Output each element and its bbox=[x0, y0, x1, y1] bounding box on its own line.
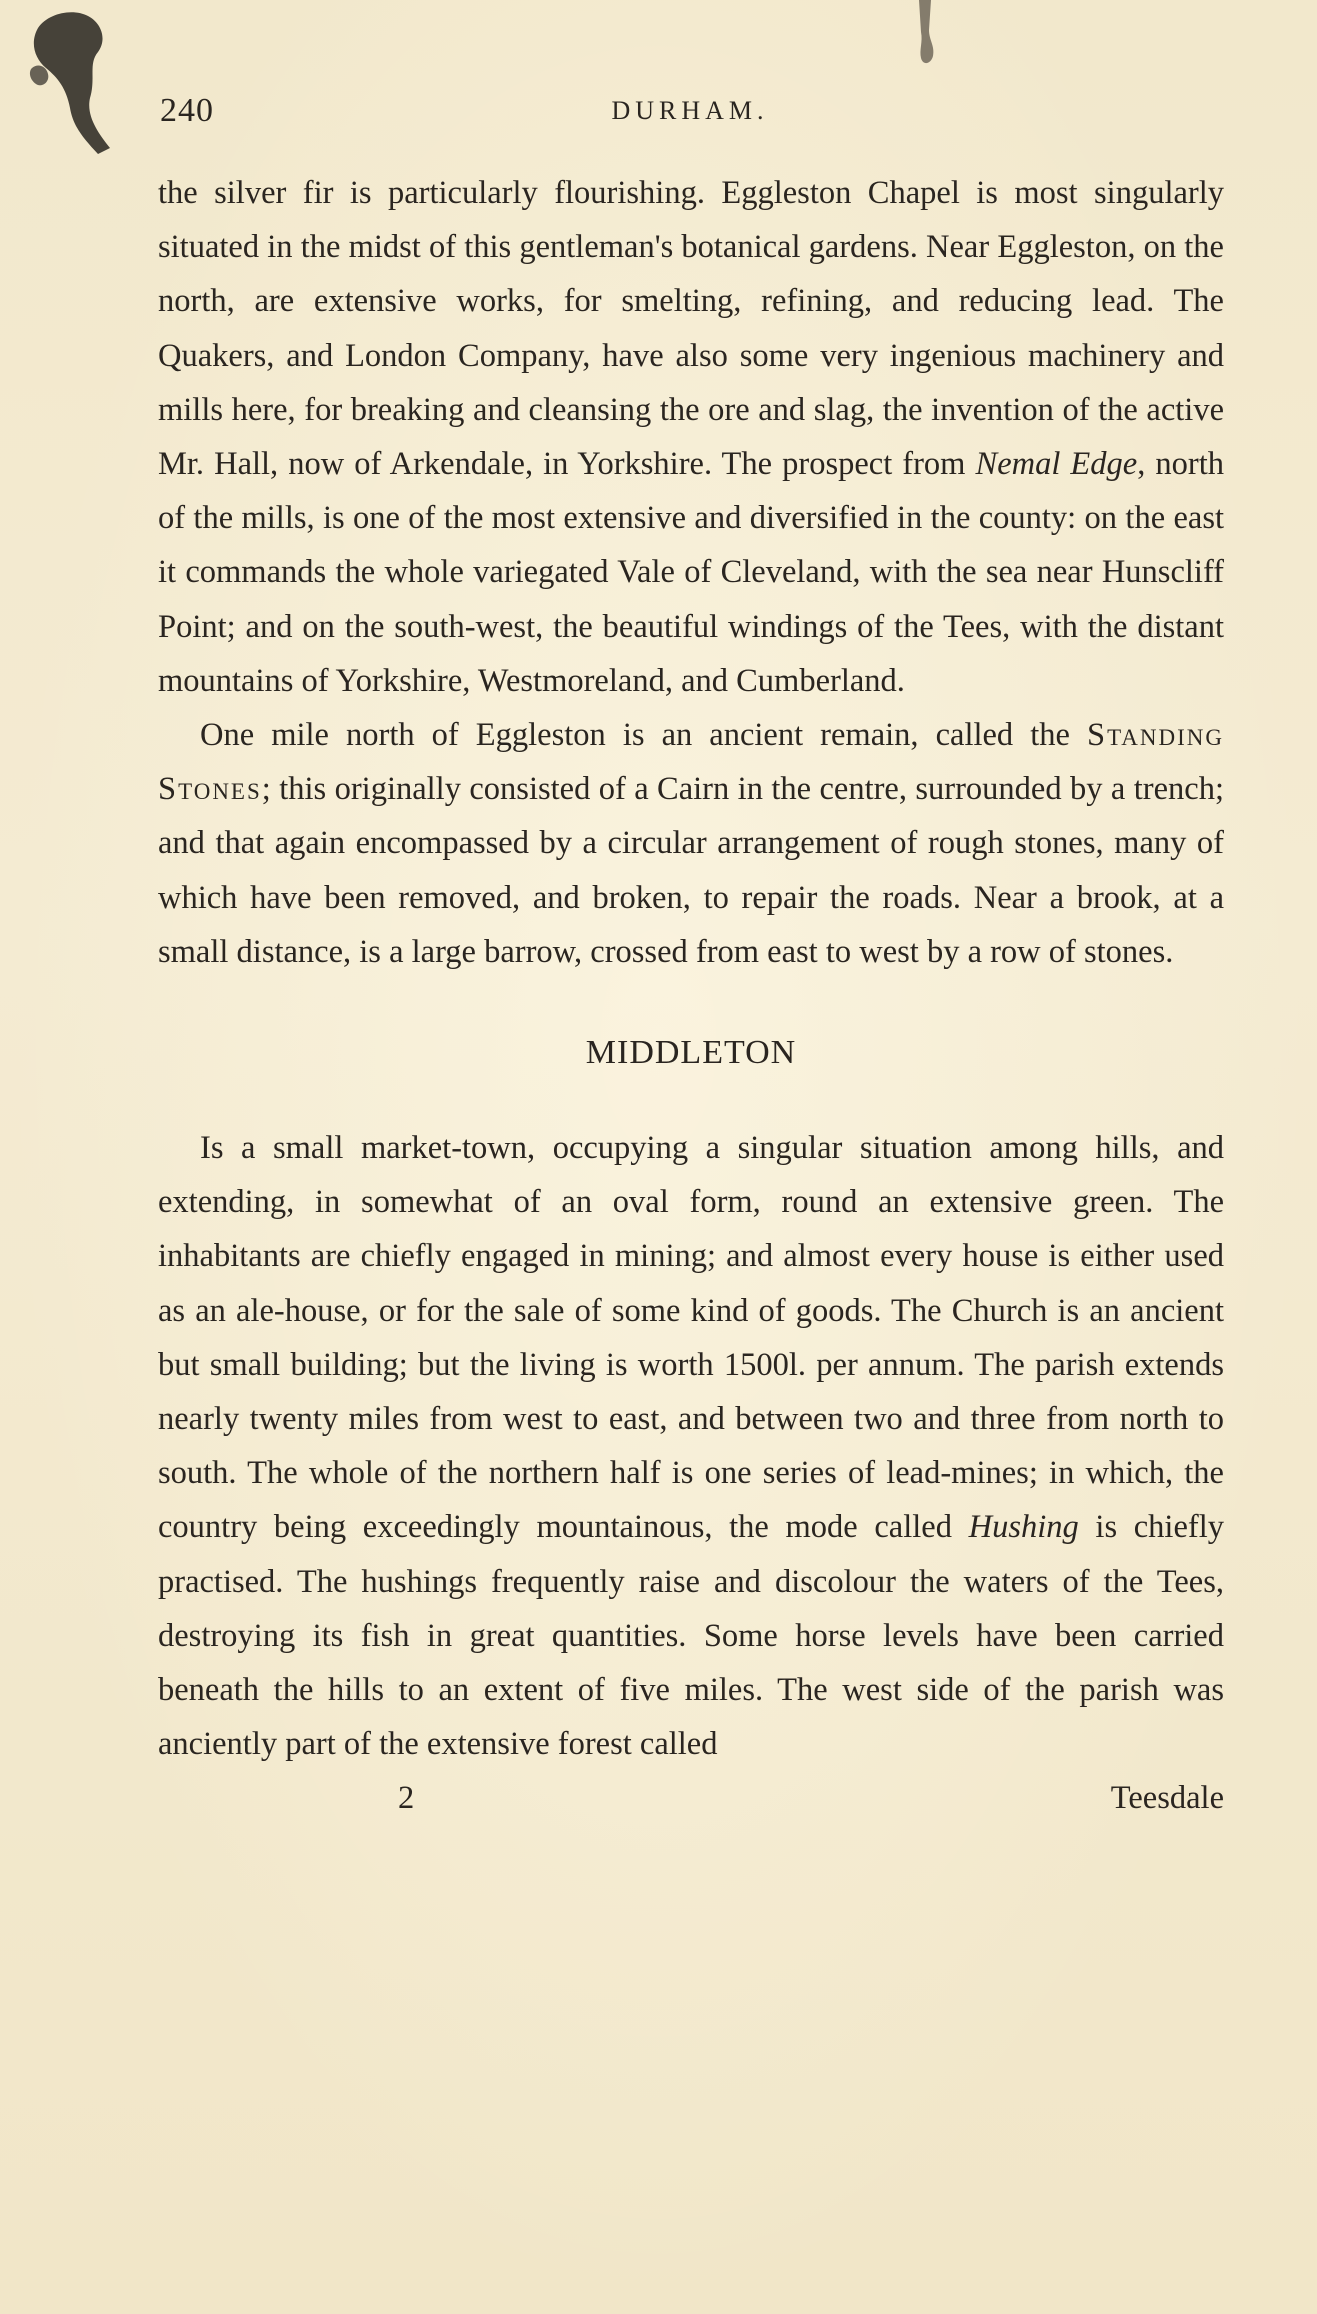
paragraph-eggleston bbox=[158, 166, 1224, 708]
ink-blot-decoration bbox=[28, 8, 118, 158]
paragraph-middleton bbox=[158, 1121, 1224, 1771]
catchword: Teesdale bbox=[1110, 1780, 1224, 1817]
running-head bbox=[160, 92, 1220, 142]
paragraph-text: One mile north of Eggleston is an ancient remain, called the bbox=[200, 717, 1087, 754]
section-heading: MIDDLETON bbox=[585, 1034, 797, 1072]
paragraph-text: , north of the mills, is one of the most extensive and diversified in the county: on the east it commands the whole variegated Vale of Cleveland, with the sea near Hunscliff Point; and on the south-west, the beautiful windings of the Tees, with the distant mountains of Yorkshire, Westmoreland, and Cumberland. bbox=[158, 446, 1224, 699]
page-number: 240 bbox=[160, 92, 214, 129]
smallcaps-term: Standing Stones bbox=[158, 717, 1224, 808]
paragraph-text: is chiefly practised. The hushings frequently raise and discolour the waters of the Tees, destroying its fish in great quantities. Some horse levels have been carried beneath the hills to an extent of five miles. The west side of the parish was anciently part of the extensive forest called bbox=[158, 1509, 1224, 1763]
catchline bbox=[158, 1771, 1224, 1825]
paragraph-text: Is a small market-town, occupying a singular situation among hills, and extending, in somewhat of an oval form, round an extensive green. The inhabitants are chiefly engaged in mining; and almost every house is either used as an ale-house, or for the sale of some kind of goods. The Church is an ancient but small building; but the living is worth 1500l. per annum. The parish extends nearly twenty miles from west to east, and between two and three from north to south. The whole of the northern half is one series of lead-mines; in which, the country being exceedingly mountainous, the mode called bbox=[158, 1130, 1224, 1546]
ink-smudge-decoration bbox=[905, 0, 945, 80]
page-body bbox=[158, 166, 1224, 1825]
running-title: DURHAM. bbox=[611, 96, 769, 125]
signature-mark: 2 bbox=[398, 1780, 415, 1817]
italic-place-name: Nemal Edge bbox=[975, 446, 1138, 483]
paragraph-text: ; this originally consisted of a Cairn in the centre, surrounded by a trench; and that again encompassed by a circular arrangement of rough stones, many of which have been removed, and broken, to repair the roads. Near a brook, at a small distance, is a large barrow, crossed from east to west by a row of stones. bbox=[158, 771, 1224, 970]
paragraph-standing-stones bbox=[158, 708, 1224, 979]
italic-term: Hushing bbox=[968, 1509, 1079, 1546]
paragraph-text: the silver fir is particularly flourishing. Eggleston Chapel is most singularly situated in the midst of this gentleman's botanical gardens. Near Eggleston, on the north, are extensive works, for smelting, refining, and reducing lead. The Quakers, and London Company, have also some very ingenious machinery and mills here, for breaking and cleansing the ore and slag, the invention of the active Mr. Hall, now of Arkendale, in Yorkshire. The prospect from bbox=[158, 175, 1224, 483]
